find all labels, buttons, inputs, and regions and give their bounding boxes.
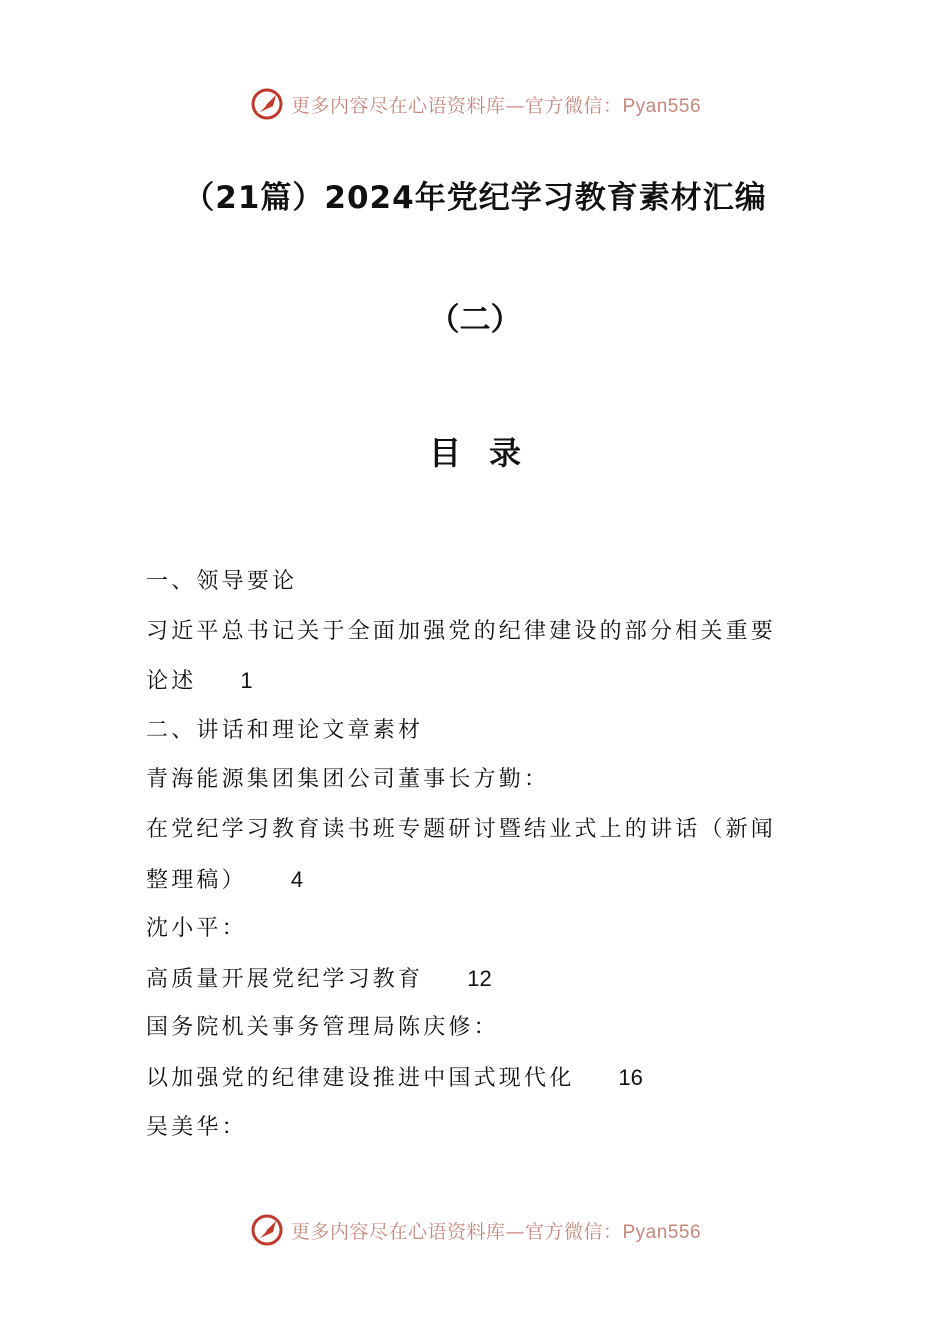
toc-line-text: 青海能源集团集团公司董事长方勤： — [146, 767, 550, 793]
toc-heading: 目录 — [428, 434, 549, 472]
toc-line — [146, 612, 816, 662]
toc-page-number: 12 — [467, 965, 492, 991]
toc-page-number: 4 — [290, 866, 304, 892]
banner-text — [291, 91, 701, 118]
toc-page-number: 1 — [240, 668, 253, 694]
toc-line-text: 吴美华： — [146, 1114, 247, 1140]
quill-logo-icon — [249, 86, 285, 122]
toc-line — [146, 959, 816, 1009]
banner-wechat-id: Pyan556 — [622, 1221, 702, 1243]
footer-watermark-banner — [0, 1208, 950, 1252]
toc-line — [146, 760, 816, 810]
toc-line — [146, 1008, 816, 1058]
banner-slogan: 更多内容尽在心语资料库—官方微信： — [290, 1220, 623, 1243]
toc-line — [146, 1108, 816, 1158]
toc-line-text: 在党纪学习教育读书班专题研讨暨结业式上的讲话（新闻 — [146, 816, 777, 842]
toc-line-text: 论述 — [146, 669, 197, 695]
quill-logo-icon — [249, 1212, 285, 1248]
toc-line — [146, 1058, 816, 1108]
toc-line-text: 习近平总书记关于全面加强党的纪律建设的部分相关重要 — [146, 618, 777, 644]
toc-line — [146, 562, 816, 612]
toc-page-number: 16 — [618, 1064, 643, 1090]
header-watermark-banner — [0, 82, 950, 126]
toc-line-text: 国务院机关事务管理局陈庆修： — [146, 1015, 499, 1041]
banner-slogan: 更多内容尽在心语资料库—官方微信： — [290, 94, 623, 117]
toc-line — [146, 711, 816, 761]
toc-line-text: 以加强党的纪律建设推进中国式现代化 — [146, 1065, 575, 1091]
toc-line — [146, 810, 816, 860]
banner-wechat-id: Pyan556 — [622, 95, 702, 117]
document-subtitle: （二） — [428, 302, 522, 338]
toc-line-text: 高质量开展党纪学习教育 — [146, 966, 424, 992]
toc-line-text: 二、讲话和理论文章素材 — [146, 717, 424, 743]
document-title: （21篇）2024年党纪学习教育素材汇编 — [183, 180, 767, 216]
table-of-contents — [146, 562, 816, 1157]
toc-line-text: 沈小平： — [146, 916, 247, 942]
toc-line-text: 整理稿） — [146, 867, 247, 893]
banner-text — [291, 1217, 701, 1244]
toc-line — [146, 860, 816, 910]
toc-line — [146, 909, 816, 959]
toc-line-text: 一、领导要论 — [146, 569, 298, 594]
toc-line — [146, 661, 816, 711]
